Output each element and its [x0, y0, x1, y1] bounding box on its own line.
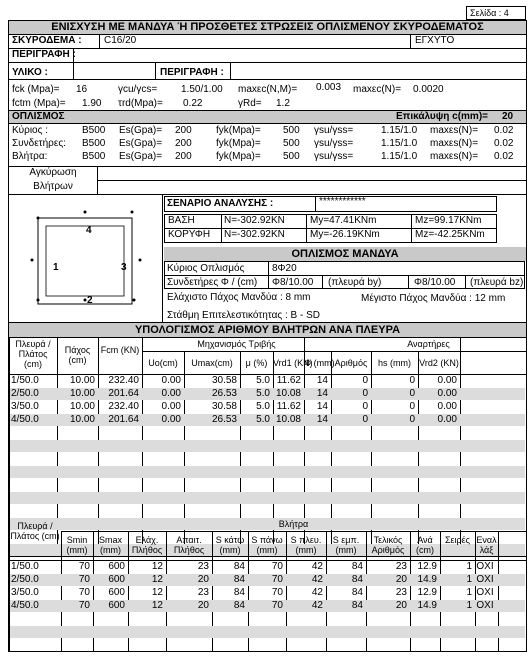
dowel-col-header: S πάνω (mm) [251, 535, 283, 555]
calc-cell: 26.53 [211, 388, 237, 399]
calc-h-friction: Μηχανισμός Τριβής [197, 339, 276, 349]
calc-cell: 30.58 [211, 401, 237, 412]
calc-cell: 0.00 [437, 414, 457, 425]
calc-cell: 14 [316, 388, 328, 399]
reinf-steel-1: B500 [82, 138, 106, 149]
calc-cell: 232.40 [108, 401, 139, 412]
load-mz-0: Mz=99.17KNm [415, 215, 482, 226]
page-label: Σελίδα : 4 [470, 8, 509, 18]
dowel-cell: 23 [197, 587, 209, 598]
calc-cell: 4/50.0 [11, 414, 39, 425]
dowel-h-title: Βλήτρα [278, 519, 309, 529]
dowel-cell: 70 [271, 587, 283, 598]
calc-row-stripe [10, 440, 525, 452]
dowel-cell: 12.9 [417, 561, 437, 572]
dowel-cell: 12 [151, 574, 163, 585]
dowel-row-stripe [10, 626, 525, 638]
dowel-cell: 14.9 [417, 600, 437, 611]
dowel-col-header: S εμπ. (mm) [332, 535, 360, 555]
dowel-cell: 1 [466, 574, 472, 585]
anchor-label-1: Αγκύρωση [29, 167, 77, 178]
reinf-fyk-2: fyk(Mpa)= [216, 151, 261, 162]
reinf-es-1: Es(Gpa)= [119, 138, 163, 149]
dowel-cell: 42 [311, 574, 323, 585]
material-desc-label: ΠΕΡΙΓΡΑΦΗ : [160, 67, 224, 78]
reinf-es-2: Es(Gpa)= [119, 151, 163, 162]
reinf-es_v-0: 200 [175, 125, 192, 136]
dowel-cell: 84 [351, 600, 363, 611]
dowel-cell: 70 [271, 574, 283, 585]
jacket-main-label: Κύριος Οπλισμός [167, 263, 245, 274]
jacket-min-thickness: Ελάχιστο Πάχος Μανδύα : 8 mm [167, 292, 311, 303]
reinf-es_v-2: 200 [175, 151, 192, 162]
maxec-nm-label: maxεc(N,M)= [238, 84, 298, 95]
calc-row-stripe [10, 492, 525, 504]
yrd-value: 1.2 [276, 98, 290, 109]
dowel-cell: 3/50.0 [11, 587, 39, 598]
calc-cell: 26.53 [211, 414, 237, 425]
yrd-label: γRd= [238, 98, 262, 109]
load-n-0: N=-302.92KN [224, 215, 285, 226]
reinf-maxes-2: maxεs(N)= [430, 151, 479, 162]
calc-cell: 14 [316, 414, 328, 425]
load-my-0: My=47.41KNm [310, 215, 377, 226]
dowel-cell: ΟΧΙ [476, 561, 494, 572]
dowel-cell: 84 [351, 587, 363, 598]
dowel-cell: 2/50.0 [11, 574, 39, 585]
reinf-steel-2: B500 [82, 151, 106, 162]
jacket-title: ΟΠΛΙΣΜΟΣ ΜΑΝΔΥΑ [291, 248, 399, 260]
fck-label: fck (Mpa)= [12, 84, 60, 95]
reinf-fyk_v-2: 500 [283, 151, 300, 162]
reinf-gs_v-1: 1.15/1.0 [381, 138, 418, 149]
calc-cell: 0 [409, 401, 415, 412]
reinf-gs_v-0: 1.15/1.0 [381, 125, 418, 136]
section-label-left: 1 [53, 262, 59, 273]
load-n-1: N=-302.92KN [224, 229, 285, 240]
calc-cell: 1/50.0 [11, 375, 39, 386]
jacket-by-label: (πλευρά by) [328, 277, 382, 288]
dowel-cell: 600 [108, 574, 125, 585]
dowel-cell: 14.9 [417, 574, 437, 585]
calc-cell: 0.00 [161, 414, 181, 425]
dowel-cell: 84 [233, 587, 245, 598]
calc-cell: 5.0 [256, 401, 270, 412]
concrete-label: ΣΚΥΡΟΔΕΜΑ : [12, 35, 82, 46]
calc-h-side: Πλευρά / Πλάτος (cm) [15, 339, 51, 369]
dowel-col-header: S πλευ. (mm) [290, 535, 322, 555]
calc-cell: 14 [316, 375, 328, 386]
calc-cell: 5.0 [256, 375, 270, 386]
reinf-maxes_v-1: 0.02 [494, 138, 514, 149]
jacket-performance: Στάθμη Επιτελεστικότητας : B - SD [167, 310, 320, 321]
calc-cell: 10.08 [275, 414, 301, 425]
calc-col-header: Uo(cm) [148, 358, 178, 368]
dowel-cell: 84 [351, 561, 363, 572]
load-mz-1: Mz=-42.25KNm [415, 229, 485, 240]
scenario-value: ************ [319, 196, 366, 207]
calc-bottom-line [9, 556, 526, 557]
dowel-cell: 84 [233, 574, 245, 585]
fctm-value: 1.90 [82, 98, 102, 109]
jacket-stirrup-label: Συνδετήρες Φ / (cm) [167, 277, 258, 288]
reinf-maxes_v-0: 0.02 [494, 125, 514, 136]
section-label-right: 3 [121, 262, 127, 273]
dowel-cell: 4/50.0 [11, 600, 39, 611]
reinf-name-2: Βλήτρα: [12, 151, 48, 162]
dowel-cell: 1 [466, 600, 472, 611]
calc-cell: 0 [362, 388, 368, 399]
section-label-top: 4 [86, 225, 92, 236]
dowel-col-header: Smax (mm) [98, 535, 122, 555]
calc-cell: 10.08 [275, 388, 301, 399]
calc-col-header: hs (mm) [378, 358, 411, 368]
calc-cell: 0 [362, 375, 368, 386]
dowel-cell: 84 [233, 561, 245, 572]
dowel-cell: 70 [78, 574, 90, 585]
maxec-n-value: 0.0020 [413, 84, 444, 95]
calc-cell: 5.0 [256, 388, 270, 399]
calc-col-header: Umax(cm) [191, 358, 233, 368]
calc-cell: 201.64 [108, 388, 139, 399]
dowel-cell: 1 [466, 587, 472, 598]
maxec-n-label: maxεc(N)= [353, 84, 402, 95]
reinf-es-0: Es(Gpa)= [119, 125, 163, 136]
dowel-cell: 1/50.0 [11, 561, 39, 572]
calc-cell: 0 [409, 388, 415, 399]
reinf-name-1: Συνδετήρες: [12, 138, 66, 149]
gc-label: γcu/γcs= [118, 84, 158, 95]
dowel-cell: 70 [271, 600, 283, 611]
dowel-cell: 42 [311, 561, 323, 572]
reinf-steel-0: B500 [82, 125, 106, 136]
dowel-cell: 20 [197, 574, 209, 585]
dowel-cell: 600 [108, 561, 125, 572]
reinf-maxes_v-2: 0.02 [494, 151, 514, 162]
trd-label: τrd(Mpa)= [118, 98, 163, 109]
dowel-cell: 12 [151, 587, 163, 598]
calc-cell: 0.00 [161, 401, 181, 412]
dowel-cell: 23 [395, 561, 407, 572]
calc-row-stripe [10, 466, 525, 478]
load-pos-1: ΚΟΡΥΦΗ [168, 229, 211, 240]
reinf-gs-2: γsu/γss= [314, 151, 354, 162]
calc-cell: 0 [409, 414, 415, 425]
section-drawing [20, 200, 150, 310]
concrete-class: C16/20 [104, 35, 137, 46]
calc-cell: 0.00 [161, 388, 181, 399]
calc-cell: 11.62 [276, 401, 301, 412]
dowel-cell: ΟΧΙ [476, 574, 494, 585]
gc-value: 1.50/1.00 [181, 84, 223, 95]
dowel-cell: 23 [197, 561, 209, 572]
dowel-cell: 12.9 [417, 587, 437, 598]
calc-h-fcm: Fcm (KN) [100, 345, 140, 355]
calc-cell: 0 [409, 375, 415, 386]
dowel-cell: ΟΧΙ [476, 587, 494, 598]
material-label: ΥΛΙΚΟ : [12, 67, 48, 78]
dowel-cell: 70 [271, 561, 283, 572]
reinf-gs-0: γsu/γss= [314, 125, 354, 136]
load-my-1: My=-26.19KNm [310, 229, 380, 240]
reinf-title: ΟΠΛΙΣΜΟΣ [12, 111, 65, 122]
fctm-label: fctm (Mpa)= [12, 98, 66, 109]
reinf-fyk-1: fyk(Mpa)= [216, 138, 261, 149]
calc-cell: 0.00 [437, 375, 457, 386]
dowel-cell: 20 [197, 600, 209, 611]
calc-cell: 10.00 [69, 401, 95, 412]
reinf-fyk_v-0: 500 [283, 125, 300, 136]
fck-value: 16 [76, 84, 88, 95]
calc-title: ΥΠΟΛΟΓΙΣΜΟΣ ΑΡΙΘΜΟΥ ΒΛΗΤΡΩΝ ΑΝΑ ΠΛΕΥΡΑ [134, 324, 401, 336]
reinf-gs_v-2: 1.15/1.0 [381, 151, 418, 162]
scenario-label: ΣΕΝΑΡΙΟ ΑΝΑΛΥΣΗΣ : [167, 198, 274, 209]
page-title: ΕΝΙΣΧΥΣΗ ΜΕ ΜΑΝΔΥΑ Ή ΠΡΟΣΘΕΤΕΣ ΣΤΡΩΣΕΙΣ ΟΠΛΙΣΜΕΝΟΥ ΣΚΥΡΟΔΕΜΑΤΟΣ [51, 21, 484, 33]
jacket-main-value: 8Φ20 [272, 263, 297, 274]
dowel-cell: 70 [78, 600, 90, 611]
calc-cell: 0.00 [161, 375, 181, 386]
dowel-cell: 84 [233, 600, 245, 611]
reinf-name-0: Κύριος : [12, 125, 48, 136]
dowel-col-header: Απαιτ. Πλήθος [173, 535, 205, 555]
anchor-label-2: Βλήτρων [33, 181, 73, 192]
calc-col-header: Vrd1 (KN) [273, 358, 313, 368]
calc-h-dowel: Αναρτήρες [407, 339, 450, 349]
reinf-gs-1: γsu/γss= [314, 138, 354, 149]
calc-cell: 2/50.0 [11, 388, 39, 399]
reinf-maxes-1: maxεs(N)= [430, 138, 479, 149]
calc-cell: 201.64 [108, 414, 139, 425]
dowel-col-header: S κάτω (mm) [215, 535, 245, 555]
dowel-cell: ΟΧΙ [476, 600, 494, 611]
calc-cell: 10.00 [69, 375, 95, 386]
calc-col-header: Φ (mm) [304, 358, 335, 368]
dowel-cell: 84 [351, 574, 363, 585]
calc-cell: 10.00 [69, 388, 95, 399]
calc-cell: 0.00 [437, 388, 457, 399]
calc-cell: 0 [362, 401, 368, 412]
dowel-cell: 42 [311, 587, 323, 598]
calc-cell: 14 [316, 401, 328, 412]
cover-label: Επικάλυψη c(mm)= [396, 111, 488, 122]
dowel-h-side: Πλευρά / Πλάτος (cm) [10, 521, 60, 541]
dowel-cell: 20 [395, 574, 407, 585]
dowel-cell: 23 [395, 587, 407, 598]
calc-col-header: Αριθμός [334, 358, 368, 368]
dowel-subhead-line [61, 531, 526, 532]
calc-cell: 11.62 [276, 375, 301, 386]
reinf-maxes-0: maxεs(N)= [430, 125, 479, 136]
dowel-col-header: Ανά (cm) [416, 535, 434, 555]
dowel-cell: 12 [151, 561, 163, 572]
calc-col-header: μ (%) [245, 358, 268, 368]
dowel-col-header: Τελικός Αριθμός [371, 535, 405, 555]
jacket-max-thickness: Μέγιστο Πάχος Μανδύα : 12 mm [361, 293, 506, 304]
reinf-es_v-1: 200 [175, 138, 192, 149]
dowel-cell: 1 [466, 561, 472, 572]
dowel-cell: 70 [78, 587, 90, 598]
maxec-nm-value: 0.003 [316, 82, 342, 93]
load-pos-0: ΒΑΣΗ [168, 215, 195, 226]
reinf-fyk_v-1: 500 [283, 138, 300, 149]
dowel-cell: 12 [151, 600, 163, 611]
calc-subhead-line [142, 351, 526, 352]
section-label-bottom: 2 [87, 295, 93, 306]
calc-cell: 5.0 [256, 414, 270, 425]
dowel-cell: 70 [78, 561, 90, 572]
description-label: ΠΕΡΙΓΡΑΦΗ : [12, 49, 76, 60]
reinf-fyk-0: fyk(Mpa)= [216, 125, 261, 136]
calc-cell: 0 [362, 414, 368, 425]
dowel-col-header: Σειρές [444, 535, 471, 545]
jacket-stirrup-bz: Φ8/10.00 [414, 277, 456, 288]
dowel-col-header: Εναλ λάξ [476, 535, 497, 555]
trd-value: 0.22 [183, 98, 203, 109]
dowel-cell: 20 [395, 600, 407, 611]
dowel-cell: 600 [108, 600, 125, 611]
dowel-col-header: Ελάχ. Πλήθος [131, 535, 163, 555]
calc-cell: 3/50.0 [11, 401, 39, 412]
calc-h-thick: Πάχος (cm) [64, 345, 91, 365]
calc-cell: 30.58 [211, 375, 237, 386]
dowel-col-header: Smin (mm) [66, 535, 88, 555]
dowel-cell: 600 [108, 587, 125, 598]
dowel-cell: 42 [311, 600, 323, 611]
calc-cell: 10.00 [69, 414, 95, 425]
calc-cell: 0.00 [437, 401, 457, 412]
jacket-bz-label: (πλευρά bz) [470, 277, 524, 288]
concrete-type: ΕΓΧΥΤΟ [415, 35, 455, 46]
calc-cell: 232.40 [108, 375, 139, 386]
calc-col-header: Vrd2 (KN) [419, 358, 459, 368]
cover-value: 20 [502, 111, 514, 122]
jacket-stirrup-by: Φ8/10.00 [272, 277, 314, 288]
dowel-col-line [526, 519, 527, 652]
